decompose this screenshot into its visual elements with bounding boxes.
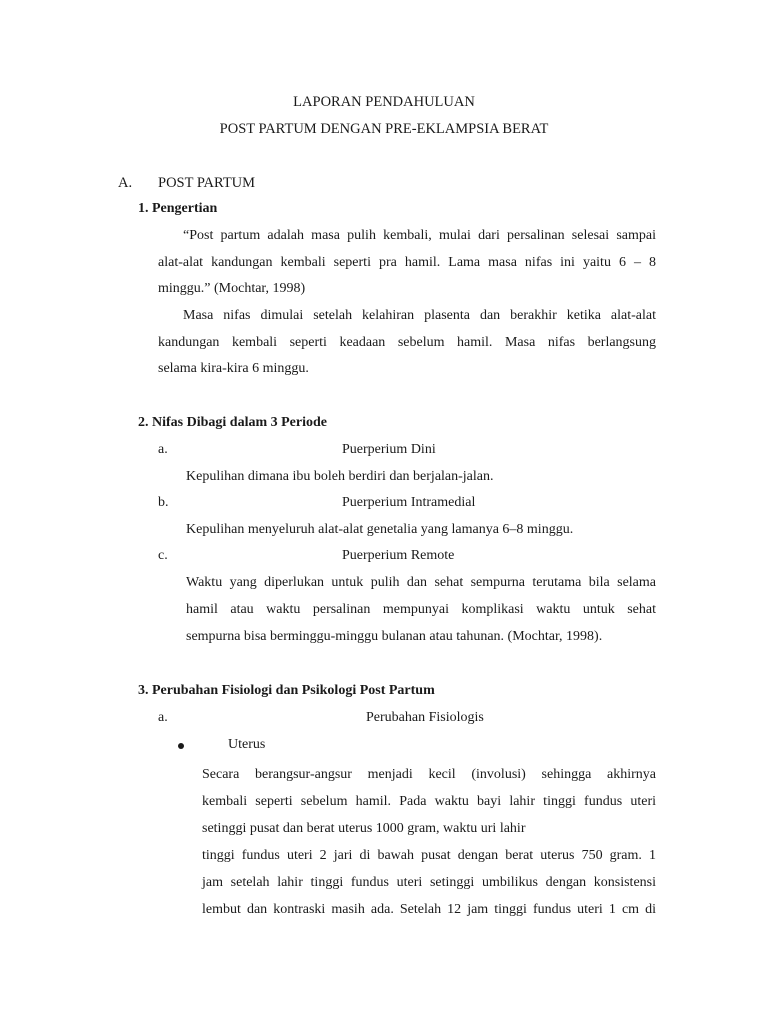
bullet-uterus-title: Uterus — [228, 737, 266, 752]
periode-c-label: c. — [158, 548, 168, 563]
uterus-line3: setinggi pusat dan berat uterus 1000 gram, waktu uri lahir — [202, 821, 526, 836]
section-letter: A. — [118, 175, 133, 191]
uterus-line4: tinggi fundus uteri 2 jari di bawah pusat dengan berat uterus 750 gram. 1 — [202, 848, 656, 863]
periode-a-label: a. — [158, 442, 168, 457]
periode-b-title: Puerperium Intramedial — [342, 495, 476, 510]
bullet-dot-icon — [178, 743, 184, 749]
pengertian-para2-line2: kandungan kembali seperti keadaan sebelum hamil. Masa nifas berlangsung — [158, 335, 656, 350]
perubahan-a-label: a. — [158, 710, 168, 725]
pengertian-para1-line3: minggu.” (Mochtar, 1998) — [158, 281, 306, 296]
uterus-line2: kembali seperti sebelum hamil. Pada waktu bayi lahir tinggi fundus uteri — [202, 794, 656, 809]
periode-a-title: Puerperium Dini — [342, 442, 436, 457]
periode-c-title: Puerperium Remote — [342, 548, 455, 563]
pengertian-para1-line2: alat-alat kandungan kembali seperti pra hamil. Lama masa nifas ini yaitu 6 – 8 — [158, 255, 656, 270]
perubahan-a-title: Perubahan Fisiologis — [366, 710, 484, 725]
periode-b-label: b. — [158, 495, 169, 510]
uterus-line6: lembut dan kontraski masih ada. Setelah 12 jam tinggi fundus uteri 1 cm di — [202, 902, 656, 917]
document-title-line2: POST PARTUM DENGAN PRE-EKLAMPSIA BERAT — [219, 121, 549, 137]
pengertian-para2-line3: selama kira-kira 6 minggu. — [158, 361, 309, 376]
uterus-line5: jam setelah lahir tinggi fundus uteri setinggi umbilikus dengan konsistensi — [202, 875, 656, 890]
heading-pengertian: 1. Pengertian — [138, 201, 218, 216]
periode-c-line2: hamil atau waktu persalinan mempunyai komplikasi waktu untuk sehat — [186, 602, 656, 617]
periode-a-text: Kepulihan dimana ibu boleh berdiri dan berjalan-jalan. — [186, 469, 494, 484]
pengertian-para2-line1: Masa nifas dimulai setelah kelahiran plasenta dan berakhir ketika alat-alat — [183, 308, 656, 323]
pengertian-para1-line1: “Post partum adalah masa pulih kembali, mulai dari persalinan selesai sampai — [183, 228, 656, 243]
heading-perubahan: 3. Perubahan Fisiologi dan Psikologi Post Partum — [138, 683, 435, 698]
periode-c-line1: Waktu yang diperlukan untuk pulih dan sehat sempurna terutama bila selama — [186, 575, 656, 590]
periode-b-text: Kepulihan menyeluruh alat-alat genetalia yang lamanya 6–8 minggu. — [186, 522, 574, 537]
uterus-line1: Secara berangsur-angsur menjadi kecil (involusi) sehingga akhirnya — [202, 767, 656, 782]
document-title-line1: LAPORAN PENDAHULUAN — [293, 94, 475, 110]
periode-c-line3: sempurna bisa berminggu-minggu bulanan atau tahunan. (Mochtar, 1998). — [186, 629, 603, 644]
section-title: POST PARTUM — [158, 175, 256, 191]
heading-nifas-periode: 2. Nifas Dibagi dalam 3 Periode — [138, 415, 327, 430]
